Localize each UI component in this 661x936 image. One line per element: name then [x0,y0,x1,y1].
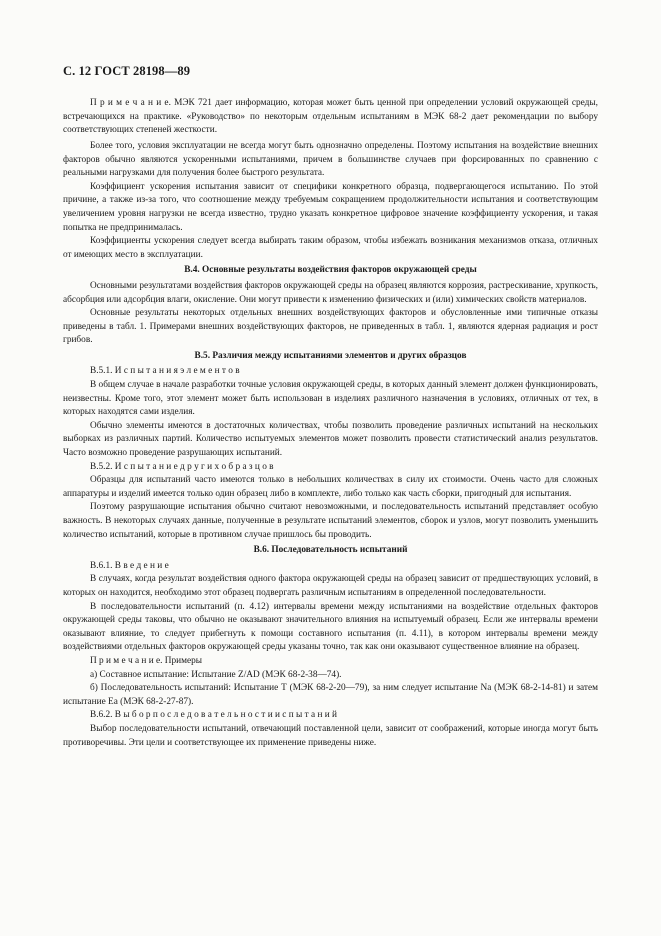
paragraph: В общем случае в начале разработки точные условия окружающей среды, в которых данный элемент должен функционировать, неизвестны. Кроме того, этот элемент может быть использован в изделиях различного назначения в условиях, отличных от тех, в которых находятся сами изделия. [63,380,598,418]
note-paragraph: П р и м е ч а н и е. МЭК 721 дает информацию, которая может быть ценной при определении условий окружающей среды, встречающихся на практике. «Руководство» по некоторым отдельным испытаниям в МЭК 68-2 дает рекомендации по выбору соответствующих степеней жесткости. [63,98,598,136]
document-body [63,97,598,750]
paragraph: В случаях, когда результат воздействия одного фактора окружающей среды на образец зависит от предшествующих условий, в которых он находится, необходимо этот образец подвергать различным испытаниям в определенной последовательности. [63,574,598,598]
paragraph: Более того, условия эксплуатации не всегда могут быть однозначно определены. Поэтому испытания на воздействие внешних факторов обычно являются ускоренными испытаниями, причем в большинстве случаев при форсированных по сравнению с реальными нагрузками для получения более быстрого результата. [63,140,598,179]
subsection-heading-b51: В.5.1. И с п ы т а н и я э л е м е н т о в [90,366,240,377]
paragraph: Основными результатами воздействия факторов окружающей среды на образец являются коррозия, растрескивание, хрупкость, абсорбция или адсорбция влаги, окисление. Они могут привести к изменению физических и (или) химических свойств материалов. [63,280,598,305]
paragraph: Обычно элементы имеются в достаточных количествах, чтобы позволить проведение различных испытаний на нескольких выборках из различных партий. Количество испытуемых элементов может позволить провести статистический анализ результатов. Часто возможно проведение разрушающих испытаний. [63,420,598,459]
subsection-heading-b52: В.5.2. И с п ы т а н и е д р у г и х о б р а з ц о в [90,461,274,472]
paragraph: Коэффициенты ускорения следует всегда выбирать таким образом, чтобы избежать возникания механизмов отказа, отличных от имеющих место в эксплуатации. [63,236,598,260]
paragraph: Поэтому разрушающие испытания обычно считают невозможными, и последовательность испытаний представляет особую важность. В некоторых случаях данные, полученные в результате испытаний элементов, сборок и узлов, могут позволить уменьшить количество испытаний, которые в противном случае пришлось бы проводить. [63,502,598,540]
subsection-heading-b62: В.6.2. В ы б о р п о с л е д о в а т е л ь н о с т и и с п ы т а н и й [90,710,338,721]
page-header: С. 12 ГОСТ 28198—89 [63,64,191,78]
example-item: а) Составное испытание: Испытание Z/AD (МЭК 68-2-38—74). [90,669,342,680]
section-heading-b4: В.4. Основные результаты воздействия факторов окружающей среды [184,265,477,276]
section-heading-b5: В.5. Различия между испытаниями элементов и других образцов [194,350,467,361]
subsection-heading-b61: В.6.1. В в е д е н и е [90,560,169,571]
example-item: б) Последовательность испытаний: Испытание Т (МЭК 68-2-20—79), за ним следует испытание Na (МЭК 68-2-14-81) и затем испытание Ea (МЭК 68-2-27-87). [63,683,598,707]
note-paragraph: П р и м е ч а н и е. Примеры [90,655,203,666]
paragraph: Основные результаты некоторых отдельных внешних воздействующих факторов и обусловленные ими типичные отказы приведены в табл. 1. Примерами внешних воздействующих факторов, не приведенных в табл. 1, являются ядерная радиация и рост грибов. [63,308,598,346]
paragraph: Коэффициент ускорения испытания зависит от специфики конкретного образца, подвергающегося испытанию. По этой причине, а также из-за того, что соотношение между требуемым сокращением продолжительности испытания и соответствующим увеличением уровня нагрузки не всегда известно, трудно указать конкретное цифровое значение коэффициенту ускорения, и такая попытка не предпринималась. [63,181,598,233]
paragraph: В последовательности испытаний (п. 4.12) интервалы времени между испытаниями на воздействие отдельных факторов окружающей среды таковы, что обычно не оказывают значительного влияния на испытуемый образец. Если же интервалы времени оказывают влияние, то следует прибегнуть к помощи составного испытания (п. 4.11), в котором интервалы времени между воздействиями отдельных факторов окружающей среды указаны точно, так как они оказывают существенное влияние на образец. [63,601,598,653]
section-heading-b6: В.6. Последовательность испытаний [253,545,408,556]
paragraph: Выбор последовательности испытаний, отвечающий поставленной цели, зависит от соображений, которые иногда могут быть противоречивы. Эти цели и соответствующее их применение приведены ниже. [63,723,598,748]
paragraph: Образцы для испытаний часто имеются только в небольших количествах в силу их стоимости. Очень часто для сложных аппаратуры и изделий имеется только один образец либо в комплекте, либо только как часть сборки, пригодный для испытания. [63,475,598,499]
